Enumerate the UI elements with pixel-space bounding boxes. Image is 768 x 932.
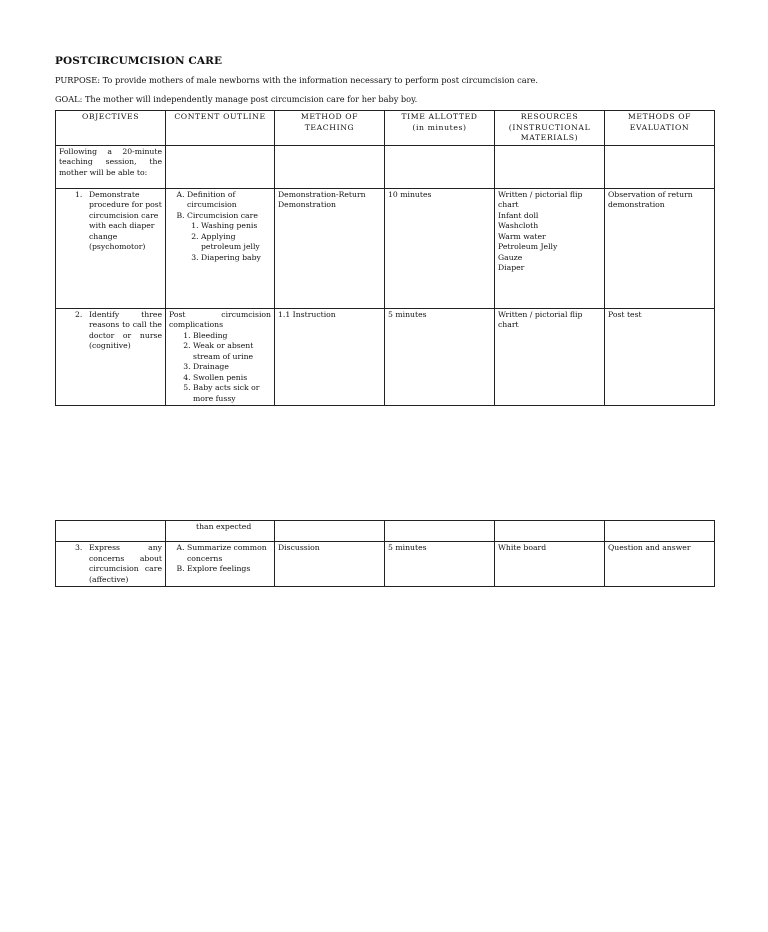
resources-cell-2: Written / pictorial flip chart <box>495 308 605 406</box>
method-cell-1: Demonstration-Return Demonstration <box>275 188 385 308</box>
resource-item: Infant doll <box>498 210 539 220</box>
objective-text: Demonstrate procedure for post circumcision care with each diaper change (psychomotor) <box>89 189 162 251</box>
table-row <box>56 308 715 406</box>
resource-item: Diaper <box>498 263 525 272</box>
method-cell-3: Discussion <box>275 542 385 587</box>
header-time-line2: (in minutes) <box>412 122 467 132</box>
document-title: POSTCIRCUMCISION CARE <box>55 55 223 67</box>
intro-cell: Following a 20-minute teaching session, the mother will be able to: <box>56 145 166 188</box>
empty-cell <box>605 521 715 542</box>
empty-cell <box>495 521 605 542</box>
objective-text: Identify three reasons to call the doctor or nurse (cognitive) <box>89 309 162 350</box>
objective-number: 3. <box>75 543 83 552</box>
header-time-line1: TIME ALLOTTED <box>401 112 478 121</box>
resource-item: Washcloth <box>498 221 539 230</box>
list-item <box>187 211 271 264</box>
content-intro: Post circumcision complications <box>169 309 271 329</box>
empty-cell <box>56 521 166 542</box>
table-row-intro <box>56 145 715 188</box>
time-cell-3: 5 minutes <box>385 542 495 587</box>
empty-cell <box>166 145 275 188</box>
list-item: 2. Weak or absent stream of urine <box>193 341 271 362</box>
empty-cell <box>275 145 385 188</box>
header-content-outline: CONTENT OUTLINE <box>166 111 275 146</box>
list-item: 3. Drainage <box>193 362 271 373</box>
goal-statement: GOAL: The mother will independently manage post circumcision care for her baby boy. <box>55 94 418 104</box>
list-item: 2. Applying petroleum jelly <box>201 232 271 253</box>
content-cell-3 <box>166 542 275 587</box>
evaluation-cell-1: Observation of return demonstration <box>605 188 715 308</box>
table-row <box>56 542 715 587</box>
header-methods-of-evaluation: METHODS OF EVALUATION <box>605 111 715 146</box>
header-time-allotted <box>385 111 495 146</box>
time-cell-1: 10 minutes <box>385 188 495 308</box>
teaching-plan-table <box>55 110 715 406</box>
objective-cell-1 <box>56 188 166 308</box>
resources-cell-1 <box>495 188 605 308</box>
resources-cell-3: White board <box>495 542 605 587</box>
empty-cell <box>605 145 715 188</box>
content-continuation: than expected <box>166 521 275 542</box>
empty-cell <box>495 145 605 188</box>
list-item: A. Summarize common concerns <box>187 543 271 564</box>
evaluation-cell-2: Post test <box>605 308 715 406</box>
resource-item: Gauze <box>498 252 523 262</box>
content-cell-1 <box>166 188 275 308</box>
list-item: 4. Swollen penis <box>193 373 271 384</box>
table-row-continuation <box>56 521 715 542</box>
teaching-plan-table-continued <box>55 520 715 587</box>
content-cell-2 <box>166 308 275 406</box>
list-item: 3. Diapering baby <box>201 253 271 264</box>
list-item: A. Definition of circumcision <box>187 190 271 211</box>
header-objectives: OBJECTIVES <box>56 111 166 146</box>
objective-cell-3 <box>56 542 166 587</box>
empty-cell <box>385 145 495 188</box>
table-header-row <box>56 111 715 146</box>
list-item: 1. Washing penis <box>201 221 271 232</box>
list-item-label: Circumcision care <box>187 210 258 220</box>
objective-number: 1. <box>75 189 83 199</box>
resource-item: Warm water <box>498 231 546 241</box>
method-cell-2: 1.1 Instruction <box>275 308 385 406</box>
header-method-of-teaching: METHOD OF TEACHING <box>275 111 385 146</box>
list-item: B. Explore feelings <box>187 564 271 575</box>
evaluation-cell-3: Question and answer <box>605 542 715 587</box>
time-cell-2: 5 minutes <box>385 308 495 406</box>
objective-number: 2. <box>75 309 83 319</box>
header-resources: RESOURCES (INSTRUCTIONAL MATERIALS) <box>495 111 605 146</box>
resource-item: Written / pictorial flip chart <box>498 189 583 209</box>
list-item: 5. Baby acts sick or more fussy <box>193 383 271 404</box>
objective-cell-2 <box>56 308 166 406</box>
purpose-statement: PURPOSE: To provide mothers of male newborns with the information necessary to perform post circumcision care. <box>55 75 538 85</box>
empty-cell <box>275 521 385 542</box>
empty-cell <box>385 521 495 542</box>
table-row <box>56 188 715 308</box>
objective-text: Express any concerns about circumcision care (affective) <box>89 543 162 584</box>
list-item: 1. Bleeding <box>193 331 271 342</box>
resource-item: Petroleum Jelly <box>498 242 558 251</box>
